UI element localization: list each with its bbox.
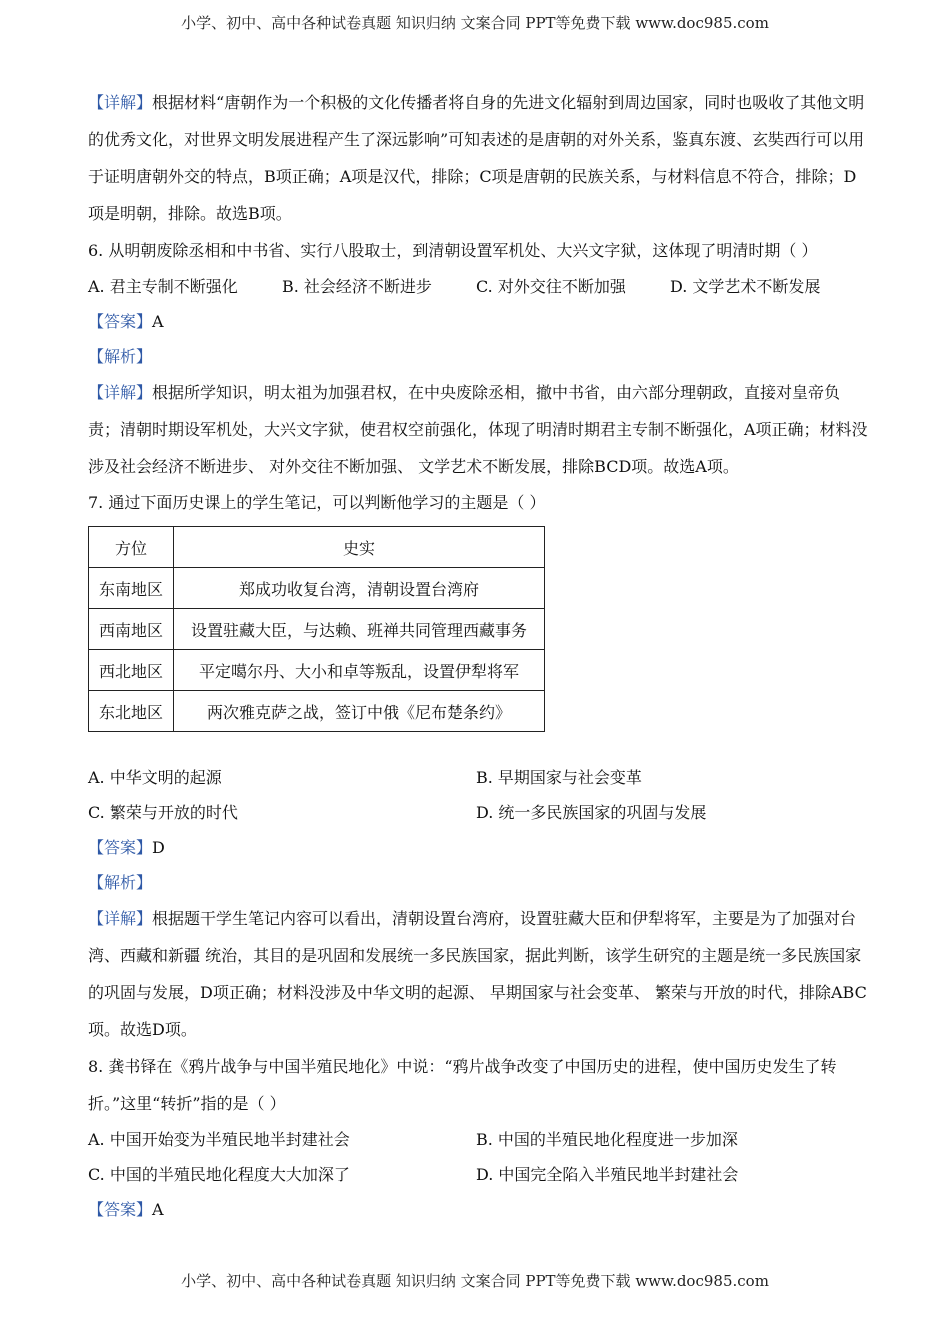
q7-option-d: D. 统一多民族国家的巩固与发展 [476, 803, 707, 822]
page-header: 小学、初中、高中各种试卷真题 知识归纳 文案合同 PPT等免费下载 www.doc985.com [181, 14, 769, 32]
q6-answer-value: A [152, 312, 164, 331]
detail-tag: 【详解】 [88, 909, 153, 928]
table-row [89, 609, 545, 650]
q6-detail [88, 374, 868, 485]
q8-option-b: B. 中国的半殖民地化程度进一步加深 [476, 1130, 738, 1149]
answer-tag: 【答案】 [88, 1200, 153, 1219]
q7-option-b: B. 早期国家与社会变革 [476, 768, 642, 787]
table-cell-fact: 平定噶尔丹、大小和卓等叛乱，设置伊犁将军 [174, 650, 545, 691]
detail-tag: 【详解】 [88, 383, 153, 402]
analysis-tag: 【解析】 [88, 347, 153, 366]
q8-option-a: A. 中国开始变为半殖民地半封建社会 [88, 1130, 350, 1149]
q6-option-c: C. 对外交往不断加强 [476, 277, 626, 296]
q7-detail-text: 根据题干学生笔记内容可以看出，清朝设置台湾府，设置驻藏大臣和伊犁将军，主要是为了加强对台湾、西藏和新疆 统治，其目的是巩固和发展统一多民族国家，据此判断，该学生研究的主题是统一多民族国家的巩固与发展，D项正确；材料没涉及中华文明的起源、 早期国家与社会变革、 繁荣与开放的时代，排除ABC项。故选D项。 [88, 909, 867, 1039]
q7-options-row-1 [88, 760, 868, 795]
q7-answer-value: D [152, 838, 165, 857]
q8-answer [88, 1192, 868, 1227]
q8-stem: 8. 龚书铎在《鸦片战争与中国半殖民地化》中说：“鸦片战争改变了中国历史的进程，使中国历史发生了转折。”这里“转折”指的是（ ） [88, 1057, 837, 1113]
page-footer: 小学、初中、高中各种试卷真题 知识归纳 文案合同 PPT等免费下载 www.doc985.com [181, 1272, 769, 1290]
table-cell-fact: 设置驻藏大臣，与达赖、班禅共同管理西藏事务 [174, 609, 545, 650]
q5-detail [88, 84, 868, 232]
analysis-tag: 【解析】 [88, 873, 153, 892]
table-row [89, 691, 545, 732]
q7-answer [88, 830, 868, 865]
table-cell-region: 东北地区 [89, 691, 174, 732]
q6-stem: 6. 从明朝废除丞相和中书省、实行八股取士，到清朝设置军机处、大兴文字狱，这体现了明清时期（ ） [88, 241, 818, 260]
detail-tag: 【详解】 [88, 93, 153, 112]
q6-answer [88, 304, 868, 339]
q6-option-a: A. 君主专制不断强化 [88, 277, 238, 296]
table-cell-region: 西北地区 [89, 650, 174, 691]
q8-options-row-2 [88, 1157, 868, 1192]
q7-detail [88, 900, 868, 1048]
answer-tag: 【答案】 [88, 838, 153, 857]
student-notes-table [88, 526, 545, 732]
q7-stem: 7. 通过下面历史课上的学生笔记，可以判断他学习的主题是（ ） [88, 493, 546, 512]
q6-option-b: B. 社会经济不断进步 [282, 277, 432, 296]
q8-options-row-1 [88, 1122, 868, 1157]
table-header-cell: 史实 [174, 527, 545, 568]
q6-detail-text: 根据所学知识，明太祖为加强君权，在中央废除丞相，撤中书省，由六部分理朝政，直接对皇帝负责；清朝时期设军机处，大兴文字狱，使君权空前强化，体现了明清时期君主专制不断强化，A项正确；材料没涉及社会经济不断进步、 对外交往不断加强、 文学艺术不断发展，排除BCD项。故选A项。 [88, 383, 868, 476]
document-body [88, 84, 868, 1227]
q6-options [88, 269, 868, 304]
q8-option-c: C. 中国的半殖民地化程度大大加深了 [88, 1165, 350, 1184]
q8-answer-value: A [152, 1200, 164, 1219]
q7-option-c: C. 繁荣与开放的时代 [88, 803, 238, 822]
table-cell-fact: 郑成功收复台湾，清朝设置台湾府 [174, 568, 545, 609]
table-header-cell: 方位 [89, 527, 174, 568]
table-cell-region: 东南地区 [89, 568, 174, 609]
q6-option-d: D. 文学艺术不断发展 [670, 277, 821, 296]
table-row [89, 568, 545, 609]
q5-detail-text: 根据材料“唐朝作为一个积极的文化传播者将自身的先进文化辐射到周边国家，同时也吸收了其他文明的优秀文化，对世界文明发展进程产生了深远影响”可知表述的是唐朝的对外关系，鉴真东渡、玄奘西行可以用于证明唐朝外交的特点，B项正确；A项是汉代，排除；C项是唐朝的民族关系，与材料信息不符合，排除；D项是明朝，排除。故选B项。 [88, 93, 865, 223]
q6-analysis [88, 339, 868, 374]
q7-option-a: A. 中华文明的起源 [88, 768, 222, 787]
table-cell-region: 西南地区 [89, 609, 174, 650]
table-cell-fact: 两次雅克萨之战，签订中俄《尼布楚条约》 [174, 691, 545, 732]
q8-option-d: D. 中国完全陷入半殖民地半封建社会 [476, 1165, 739, 1184]
q7-analysis [88, 865, 868, 900]
answer-tag: 【答案】 [88, 312, 153, 331]
q7-options-row-2 [88, 795, 868, 830]
table-row [89, 650, 545, 691]
table-header-row [89, 527, 545, 568]
